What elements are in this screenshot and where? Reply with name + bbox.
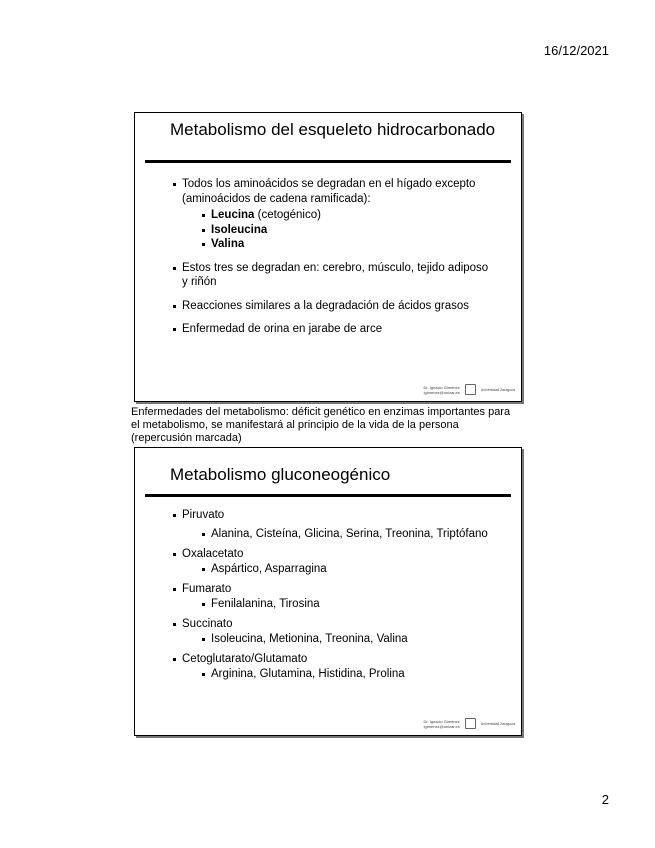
list-item — [173, 617, 493, 646]
university-seal-icon — [465, 718, 476, 729]
sub-bullet-list — [202, 527, 493, 542]
list-item: Estos tres se degradan en: cerebro, músculo, tejido adiposo y riñón — [173, 261, 493, 290]
slide-title: Metabolismo gluconeogénico — [170, 465, 391, 484]
sub-list-item: Alanina, Cisteína, Glicina, Serina, Treonina, Triptófano — [202, 527, 493, 542]
amino-acid-name: Leucina — [211, 209, 255, 221]
amino-acid-name: Isoleucina — [211, 223, 268, 236]
bullet-text: Piruvato — [182, 509, 225, 521]
speaker-note: Enfermedades del metabolismo: déficit genético en enzimas importantes para el metabolismo, se manifestará al principio de la vida de la persona (repercusión marcada) — [131, 406, 511, 444]
author-email: igimenez@unizar.es — [423, 389, 460, 395]
list-item: Reacciones similares a la degradación de ácidos grasos — [173, 299, 493, 314]
slide-footer — [424, 384, 516, 395]
sub-bullet-list — [202, 667, 493, 682]
bullet-text: Fumarato — [182, 583, 232, 595]
title-divider — [145, 160, 511, 163]
slide-1 — [134, 112, 522, 402]
university-seal-icon — [465, 384, 476, 395]
sub-list-item — [202, 223, 493, 238]
university-logo-text: Universidad Zaragoza — [480, 721, 515, 726]
sub-list-item: Fenilalanina, Tirosina — [202, 597, 493, 612]
list-item: Enfermedad de orina en jarabe de arce — [173, 322, 493, 337]
page-date: 16/12/2021 — [543, 43, 609, 58]
amino-acid-name: Valina — [211, 238, 245, 250]
university-logo-text: Universidad Zaragoza — [480, 387, 515, 392]
sub-bullet-list — [202, 632, 493, 647]
sub-list-item: Isoleucina, Metionina, Treonina, Valina — [202, 632, 493, 647]
bullet-text: Cetoglutarato/Glutamato — [182, 653, 308, 665]
bullet-text: Todos los aminoácidos se degradan en el hígado excepto (aminoácidos de cadena ramificada): — [182, 178, 476, 205]
author-name: Dr. Ignacio Giménez — [423, 718, 460, 724]
sub-bullet-list — [202, 562, 493, 577]
bullet-list — [173, 508, 493, 687]
bullet-text: Succinato — [182, 618, 233, 630]
sub-bullet-list — [202, 208, 493, 252]
list-item — [173, 582, 493, 611]
sub-list-item: Arginina, Glutamina, Histidina, Prolina — [202, 667, 493, 682]
list-item — [173, 508, 493, 541]
title-divider — [145, 494, 511, 497]
page-number: 2 — [601, 792, 609, 807]
author-email: igimenez@unizar.es — [423, 723, 460, 729]
sub-bullet-list — [202, 597, 493, 612]
list-item — [173, 547, 493, 576]
slide-2 — [134, 447, 522, 736]
bullet-text: Oxalacetato — [182, 548, 244, 560]
list-item — [173, 652, 493, 681]
sub-list-item: Aspártico, Asparragina — [202, 562, 493, 577]
slide-title: Metabolismo del esqueleto hidrocarbonado — [170, 120, 496, 139]
bullet-list — [173, 177, 493, 346]
list-item — [173, 177, 493, 252]
sub-list-item — [202, 237, 493, 252]
amino-acid-note: (cetogénico) — [254, 209, 321, 221]
author-name: Dr. Ignacio Giménez — [423, 384, 460, 390]
slide-footer — [424, 718, 516, 729]
sub-list-item — [202, 208, 493, 223]
